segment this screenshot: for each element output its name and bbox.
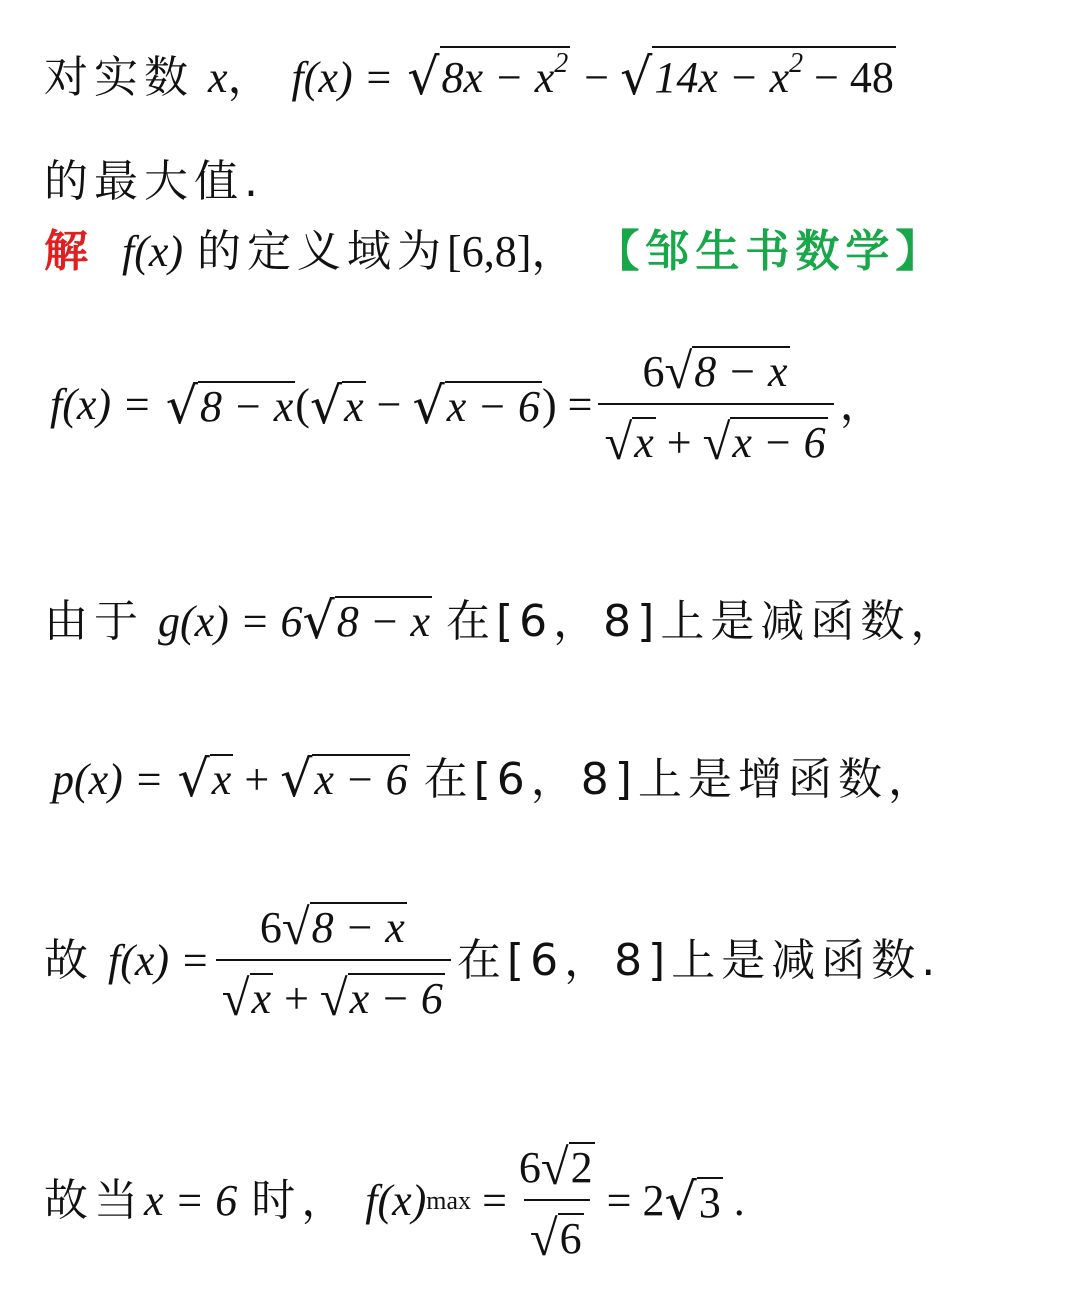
step2-text: 在[6，8]上是减函数， [446, 596, 961, 647]
f-lhs: f(x) = [108, 935, 210, 985]
radicand-tail: − 48 [803, 53, 894, 102]
step2-prefix: 由于 [44, 596, 144, 647]
comma: ， [839, 378, 890, 430]
radicand: 2 [570, 1143, 593, 1192]
radicand: x [634, 417, 654, 467]
radicand: 8 − x [311, 903, 405, 952]
step5-prefix: 故当 [44, 1174, 144, 1226]
radicand: x − 6 [732, 417, 826, 467]
problem-prefix: 对实数 [44, 52, 194, 103]
radicand: 3 [698, 1178, 721, 1228]
problem-continuation: 的最大值. [44, 156, 264, 207]
step-5 [44, 1139, 745, 1266]
numerator: 6√8 − x [642, 343, 788, 399]
fraction [598, 343, 833, 470]
radicand: x [211, 755, 232, 804]
step-1 [50, 343, 890, 470]
fraction [216, 899, 451, 1026]
condition: x = 6 [144, 1175, 238, 1225]
radicand: 6 [559, 1213, 582, 1263]
sqrt-x: √x [309, 376, 364, 436]
sqrt-x-6: √x − 6 [412, 376, 540, 436]
minus-sign: − [365, 379, 413, 429]
problem-line-1 [44, 46, 896, 106]
f-lhs: f(x) = [291, 53, 394, 102]
radicand: x − 6 [446, 382, 540, 432]
numerator: 6√2 [518, 1139, 593, 1195]
period: . [722, 1175, 745, 1225]
radicand: 8 − x [200, 382, 294, 432]
close-paren-equals: ) = [541, 379, 593, 429]
radicand: x − 6 [314, 755, 408, 804]
radicand: x [251, 973, 272, 1023]
step-2 [44, 591, 961, 650]
brand-tag: 【邹生书数学】 [595, 226, 946, 277]
sqrt-8-x: √8 − x [165, 376, 294, 436]
step4-text: 在[6，8]上是减函数. [456, 934, 942, 986]
sqrt-14x-x2-48: $√14x - x^2 - 48$ [620, 47, 894, 106]
step-3 [52, 749, 938, 808]
equals-sign: = [471, 1175, 507, 1225]
solution-label: 解 [44, 226, 94, 277]
solution-header [44, 226, 946, 277]
p-lhs: p(x) = [52, 755, 164, 804]
comma: ， [227, 52, 278, 103]
radicand: x [344, 382, 364, 432]
sqrt-8-x: √8 − x [302, 591, 431, 650]
coefficient: 6 [259, 903, 282, 952]
f-of-x: f(x) [121, 227, 184, 276]
radicand: 14x − x [654, 53, 790, 102]
coefficient: 6 [518, 1143, 541, 1192]
exponent: 2 [789, 48, 804, 79]
radicand: 8 − x [694, 347, 788, 396]
denominator: √x + √x − 6 [216, 959, 451, 1022]
exponent: 2 [554, 48, 569, 79]
radicand: 8x − x [441, 53, 555, 102]
plus-sign: + [273, 973, 320, 1023]
numerator: 6√8 − x [259, 899, 405, 955]
sqrt-8x-x2: $√8x - x^2$ [407, 47, 569, 106]
radicand: 8 − x [336, 597, 431, 646]
f-lhs: f(x) [365, 1175, 427, 1225]
step-4 [44, 899, 942, 1026]
denominator: √x + √x − 6 [598, 403, 833, 466]
coefficient: 6 [642, 347, 665, 396]
result-equals: = 2 [606, 1175, 665, 1225]
var-x: x [208, 53, 228, 102]
fraction [513, 1139, 601, 1266]
max-subscript: max [426, 1185, 472, 1215]
sqrt-3: √3 [664, 1172, 721, 1232]
radicand: x − 6 [349, 973, 443, 1023]
f-lhs: f(x) = [50, 379, 152, 429]
step4-prefix: 故 [44, 934, 94, 986]
minus-sign: − [584, 53, 621, 102]
when-text: 时， [251, 1174, 352, 1226]
comma: ， [531, 226, 582, 277]
domain: [6,8] [447, 227, 532, 276]
sqrt-x: √x [177, 749, 232, 808]
open-paren: ( [295, 379, 310, 429]
problem-line-2 [44, 156, 264, 207]
sqrt-x-6: √x − 6 [280, 749, 408, 808]
domain-text: 的定义域为 [197, 226, 448, 277]
denominator: √6 [524, 1199, 590, 1262]
step3-text: 在[6，8]上是增函数， [423, 754, 938, 805]
plus-sign: + [655, 417, 703, 467]
g-lhs: g(x) = 6 [158, 597, 303, 646]
plus-sign: + [233, 755, 281, 804]
